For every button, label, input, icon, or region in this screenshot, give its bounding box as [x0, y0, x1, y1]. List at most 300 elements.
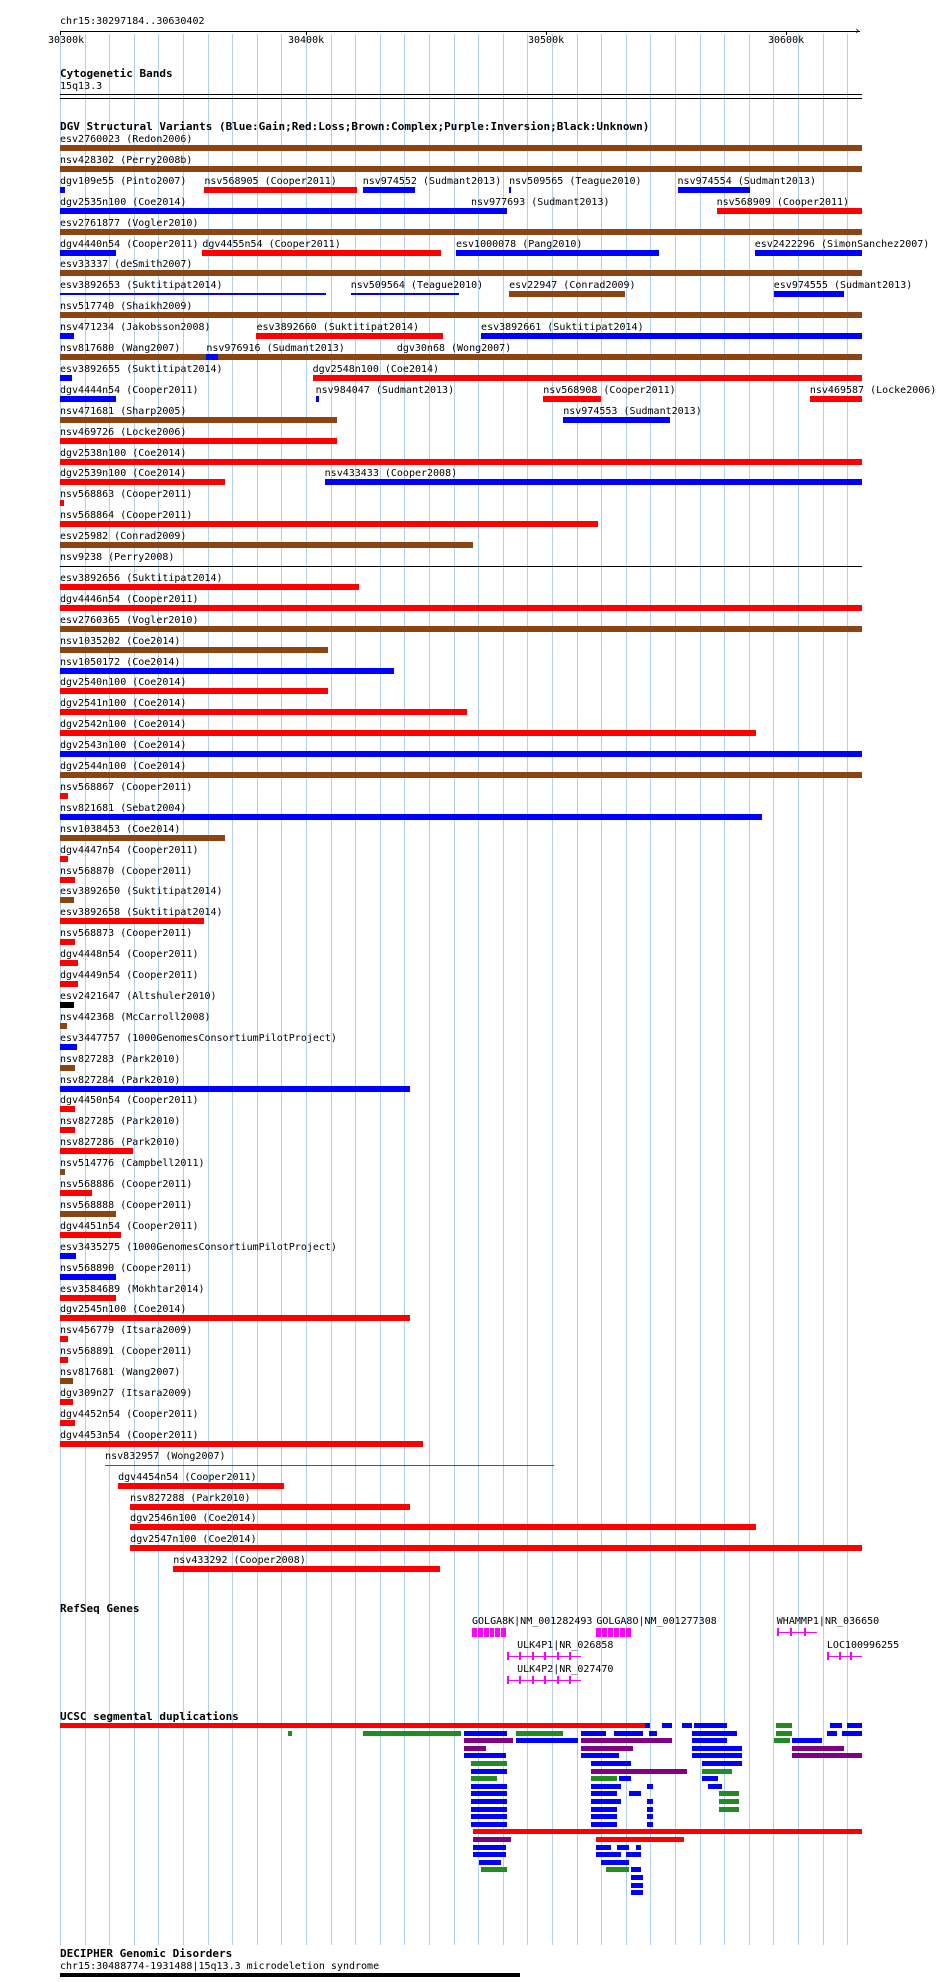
gene-exon[interactable] [626, 1628, 631, 1637]
variant-label[interactable]: nsv9238 (Perry2008) [60, 552, 175, 563]
segdup-feature[interactable] [591, 1822, 617, 1827]
gene-intron-line[interactable] [827, 1656, 862, 1657]
variant-bar[interactable] [60, 793, 68, 799]
gene-exon[interactable] [501, 1628, 506, 1637]
segdup-feature[interactable] [596, 1845, 611, 1850]
gene-exon[interactable] [484, 1628, 489, 1637]
gene-exon[interactable] [569, 1676, 571, 1684]
variant-bar[interactable] [397, 354, 854, 360]
variant-label[interactable]: esv3435275 (1000GenomesConsortiumPilotProject) [60, 1242, 337, 1253]
variant-label[interactable]: nsv817680 (Wang2007) [60, 343, 181, 354]
gene-exon[interactable] [478, 1628, 483, 1637]
decipher-feature-bar[interactable] [60, 1973, 520, 1977]
segdup-feature[interactable] [581, 1753, 619, 1758]
decipher-feature-label[interactable]: chr15:30488774-1931488|15q13.3 microdeletion syndrome [60, 1961, 380, 1972]
variant-bar[interactable] [60, 835, 225, 841]
cytoband-label[interactable]: 15q13.3 [60, 81, 103, 92]
gene-label[interactable]: GOLGA8O|NM_001277308 [596, 1616, 717, 1627]
variant-bar[interactable] [105, 1465, 554, 1466]
segdup-feature[interactable] [847, 1723, 862, 1728]
variant-bar[interactable] [60, 542, 473, 548]
variant-label[interactable]: nsv827285 (Park2010) [60, 1116, 181, 1127]
segdup-feature[interactable] [631, 1883, 643, 1888]
segdup-feature[interactable] [591, 1784, 621, 1789]
gene-exon[interactable] [602, 1628, 607, 1637]
variant-bar[interactable] [60, 396, 116, 402]
segdup-feature[interactable] [631, 1738, 671, 1743]
variant-bar[interactable] [130, 1545, 862, 1551]
variant-label[interactable]: nsv442368 (McCarroll2008) [60, 1012, 211, 1023]
variant-label[interactable]: nsv509565 (Teague2010) [509, 176, 642, 187]
gene-exon[interactable] [804, 1628, 806, 1636]
variant-bar[interactable] [509, 187, 511, 193]
gene-label[interactable]: ULK4P1|NR_026858 [517, 1640, 614, 1651]
segdup-feature[interactable] [471, 1776, 497, 1781]
variant-bar[interactable] [60, 459, 862, 465]
variant-bar[interactable] [60, 856, 68, 862]
segdup-feature[interactable] [473, 1845, 506, 1850]
variant-bar[interactable] [60, 1086, 410, 1092]
variant-bar[interactable] [60, 709, 467, 715]
variant-label[interactable]: dgv4446n54 (Cooper2011) [60, 594, 199, 605]
segdup-feature[interactable] [464, 1731, 507, 1736]
variant-label[interactable]: nsv471681 (Sharp2005) [60, 406, 187, 417]
variant-bar[interactable] [316, 396, 319, 402]
variant-bar[interactable] [60, 293, 326, 295]
variant-bar[interactable] [60, 1023, 67, 1029]
gene-label[interactable]: ULK4P2|NR_027470 [517, 1664, 614, 1675]
variant-label[interactable]: esv3892650 (Suktitipat2014) [60, 886, 223, 897]
segdup-feature[interactable] [702, 1776, 718, 1781]
variant-label[interactable]: dgv4452n54 (Cooper2011) [60, 1409, 199, 1420]
variant-label[interactable]: dgv2546n100 (Coe2014) [130, 1513, 257, 1524]
variant-bar[interactable] [60, 918, 204, 924]
variant-bar[interactable] [206, 354, 218, 360]
segdup-feature[interactable] [591, 1761, 631, 1766]
variant-bar[interactable] [60, 438, 337, 444]
variant-label[interactable]: dgv4455n54 (Cooper2011) [202, 239, 341, 250]
variant-label[interactable]: dgv2544n100 (Coe2014) [60, 761, 187, 772]
gene-exon[interactable] [620, 1628, 625, 1637]
gene-exon[interactable] [614, 1628, 619, 1637]
variant-label[interactable]: dgv4454n54 (Cooper2011) [118, 1472, 257, 1483]
segdup-feature[interactable] [617, 1845, 629, 1850]
variant-label[interactable]: nsv1050172 (Coe2014) [60, 657, 181, 668]
segdup-feature[interactable] [471, 1799, 507, 1804]
segdup-feature[interactable] [645, 1723, 650, 1728]
segdup-feature[interactable] [591, 1776, 617, 1781]
variant-bar[interactable] [509, 291, 625, 297]
gene-exon[interactable] [519, 1652, 521, 1660]
variant-label[interactable]: nsv471234 (Jakobsson2008) [60, 322, 211, 333]
variant-label[interactable]: dgv4440n54 (Cooper2011) [60, 239, 199, 250]
variant-bar[interactable] [60, 1065, 75, 1071]
gene-exon[interactable] [777, 1628, 779, 1636]
segdup-feature[interactable] [471, 1822, 507, 1827]
gene-exon[interactable] [557, 1676, 559, 1684]
gene-exon[interactable] [507, 1652, 509, 1660]
segdup-feature[interactable] [473, 1837, 511, 1842]
variant-label[interactable]: nsv568873 (Cooper2011) [60, 928, 193, 939]
variant-bar[interactable] [60, 375, 72, 381]
variant-label[interactable]: esv3892660 (Suktitipat2014) [256, 322, 420, 333]
segdup-feature[interactable] [581, 1731, 606, 1736]
variant-bar[interactable] [481, 333, 862, 339]
variant-label[interactable]: esv2422296 (SimonSanchez2007) [754, 239, 930, 250]
variant-label[interactable]: nsv827283 (Park2010) [60, 1054, 181, 1065]
variant-label[interactable]: dgv4453n54 (Cooper2011) [60, 1430, 199, 1441]
variant-bar[interactable] [130, 1504, 410, 1510]
variant-bar[interactable] [325, 479, 862, 485]
segdup-feature[interactable] [776, 1731, 792, 1736]
variant-label[interactable]: esv2761877 (Vogler2010) [60, 218, 199, 229]
variant-label[interactable]: nsv827286 (Park2010) [60, 1137, 181, 1148]
refseq-track-title[interactable]: RefSeq Genes [60, 1602, 140, 1615]
segdup-feature[interactable] [682, 1723, 692, 1728]
variant-bar[interactable] [60, 187, 65, 193]
variant-bar[interactable] [130, 1524, 756, 1530]
variant-label[interactable]: esv3447757 (1000GenomesConsortiumPilotProject) [60, 1033, 337, 1044]
segdup-feature[interactable] [692, 1731, 737, 1736]
variant-label[interactable]: dgv4449n54 (Cooper2011) [60, 970, 199, 981]
variant-bar[interactable] [563, 417, 669, 423]
variant-label[interactable]: dgv4450n54 (Cooper2011) [60, 1095, 199, 1106]
segdup-feature[interactable] [464, 1753, 506, 1758]
variant-bar[interactable] [351, 293, 459, 295]
variant-bar[interactable] [363, 187, 415, 193]
segdup-feature[interactable] [702, 1769, 732, 1774]
variant-label[interactable]: dgv4448n54 (Cooper2011) [60, 949, 199, 960]
segdup-feature[interactable] [473, 1829, 862, 1834]
variant-bar[interactable] [256, 333, 442, 339]
variant-label[interactable]: dgv309n27 (Itsara2009) [60, 1388, 193, 1399]
variant-label[interactable]: nsv568905 (Cooper2011) [204, 176, 337, 187]
variant-bar[interactable] [543, 396, 601, 402]
variant-bar[interactable] [60, 1253, 76, 1259]
variant-bar[interactable] [60, 1002, 74, 1008]
segdup-track-title[interactable]: UCSC segmental duplications [60, 1710, 239, 1723]
variant-label[interactable]: nsv469587 (Locke2006) [809, 385, 936, 396]
gene-label[interactable]: GOLGA8K|NM_001282493 [472, 1616, 593, 1627]
segdup-feature[interactable] [481, 1867, 507, 1872]
segdup-feature[interactable] [792, 1738, 822, 1743]
gene-exon[interactable] [532, 1676, 534, 1684]
gene-exon[interactable] [850, 1652, 852, 1660]
variant-label[interactable]: nsv568863 (Cooper2011) [60, 489, 193, 500]
variant-bar[interactable] [471, 208, 507, 214]
variant-label[interactable]: esv2760365 (Vogler2010) [60, 615, 199, 626]
segdup-feature[interactable] [596, 1852, 621, 1857]
gene-exon[interactable] [519, 1676, 521, 1684]
variant-label[interactable]: dgv2547n100 (Coe2014) [130, 1534, 257, 1545]
variant-label[interactable]: esv3584689 (Mokhtar2014) [60, 1284, 205, 1295]
variant-bar[interactable] [60, 333, 74, 339]
variant-bar[interactable] [456, 250, 660, 256]
segdup-feature[interactable] [60, 1723, 646, 1728]
variant-label[interactable]: nsv568864 (Cooper2011) [60, 510, 193, 521]
segdup-feature[interactable] [692, 1746, 742, 1751]
segdup-feature[interactable] [694, 1723, 727, 1728]
gene-exon[interactable] [790, 1628, 792, 1636]
variant-label[interactable]: nsv433292 (Cooper2008) [173, 1555, 306, 1566]
gene-exon[interactable] [507, 1676, 509, 1684]
variant-bar[interactable] [60, 1399, 73, 1405]
variant-bar[interactable] [173, 1566, 440, 1572]
variant-bar[interactable] [60, 250, 116, 256]
variant-label[interactable]: nsv976916 (Sudmant2013) [206, 343, 345, 354]
segdup-feature[interactable] [647, 1784, 653, 1789]
segdup-feature[interactable] [649, 1731, 657, 1736]
segdup-feature[interactable] [702, 1761, 742, 1766]
segdup-feature[interactable] [471, 1784, 507, 1789]
variant-label[interactable]: dgv4451n54 (Cooper2011) [60, 1221, 199, 1232]
dgv-track-title[interactable]: DGV Structural Variants (Blue:Gain;Red:Loss;Brown:Complex;Purple:Inversion;Black:Unknown) [60, 120, 650, 133]
variant-label[interactable]: dgv2538n100 (Coe2014) [60, 448, 187, 459]
segdup-feature[interactable] [581, 1746, 633, 1751]
variant-label[interactable]: esv974555 (Sudmant2013) [773, 280, 913, 291]
gene-label[interactable]: LOC100996255 [826, 1640, 900, 1651]
segdup-feature[interactable] [626, 1852, 641, 1857]
variant-bar[interactable] [60, 584, 359, 590]
variant-label[interactable]: dgv2541n100 (Coe2014) [60, 698, 187, 709]
variant-label[interactable]: nsv428302 (Perry2008b) [60, 155, 193, 166]
variant-bar[interactable] [60, 145, 862, 151]
segdup-feature[interactable] [471, 1814, 507, 1819]
segdup-feature[interactable] [601, 1860, 629, 1865]
variant-label[interactable]: nsv1038453 (Coe2014) [60, 824, 181, 835]
variant-bar[interactable] [60, 626, 862, 632]
variant-label[interactable]: esv2760023 (Redon2006) [60, 134, 193, 145]
variant-bar[interactable] [60, 897, 74, 903]
variant-bar[interactable] [60, 1295, 116, 1301]
variant-label[interactable]: dgv2548n100 (Coe2014) [312, 364, 440, 375]
segdup-feature[interactable] [842, 1731, 862, 1736]
variant-label[interactable]: dgv2542n100 (Coe2014) [60, 719, 187, 730]
variant-bar[interactable] [204, 187, 356, 193]
segdup-feature[interactable] [591, 1791, 617, 1796]
segdup-feature[interactable] [614, 1731, 643, 1736]
variant-bar[interactable] [60, 772, 862, 778]
segdup-feature[interactable] [516, 1731, 563, 1736]
variant-bar[interactable] [60, 1441, 423, 1447]
variant-label[interactable]: nsv509564 (Teague2010) [350, 280, 484, 291]
variant-bar[interactable] [60, 1232, 121, 1238]
segdup-feature[interactable] [471, 1761, 507, 1766]
variant-bar[interactable] [313, 375, 862, 381]
variant-label[interactable]: nsv568909 (Cooper2011) [716, 197, 850, 208]
segdup-feature[interactable] [464, 1738, 513, 1743]
variant-label[interactable]: nsv456779 (Itsara2009) [60, 1325, 193, 1336]
gene-exon[interactable] [472, 1628, 477, 1637]
variant-bar[interactable] [60, 877, 75, 883]
variant-label[interactable]: dgv109e55 (Pinto2007) [60, 176, 187, 187]
variant-bar[interactable] [60, 688, 328, 694]
gene-exon[interactable] [596, 1628, 601, 1637]
variant-label[interactable]: nsv974552 (Sudmant2013) [362, 176, 502, 187]
segdup-feature[interactable] [464, 1746, 486, 1751]
segdup-feature[interactable] [827, 1731, 837, 1736]
variant-label[interactable]: nsv984047 (Sudmant2013) [315, 385, 455, 396]
segdup-feature[interactable] [479, 1860, 501, 1865]
variant-bar[interactable] [60, 500, 64, 506]
segdup-feature[interactable] [473, 1852, 506, 1857]
segdup-feature[interactable] [516, 1738, 578, 1743]
variant-label[interactable]: dgv4447n54 (Cooper2011) [60, 845, 199, 856]
gene-label[interactable]: WHAMMP1|NR_036650 [776, 1616, 880, 1627]
decipher-track-title[interactable]: DECIPHER Genomic Disorders [60, 1947, 233, 1960]
gene-exon[interactable] [544, 1652, 546, 1660]
segdup-feature[interactable] [647, 1807, 653, 1812]
segdup-feature[interactable] [471, 1791, 507, 1796]
variant-bar[interactable] [60, 312, 862, 318]
variant-bar[interactable] [60, 1211, 116, 1217]
variant-label[interactable]: dgv30n68 (Wong2007) [396, 343, 512, 354]
segdup-feature[interactable] [708, 1784, 722, 1789]
variant-label[interactable]: nsv568890 (Cooper2011) [60, 1263, 193, 1274]
segdup-feature[interactable] [629, 1791, 641, 1796]
segdup-feature[interactable] [606, 1867, 629, 1872]
variant-bar[interactable] [60, 1190, 92, 1196]
variant-bar[interactable] [60, 1420, 75, 1426]
segdup-feature[interactable] [776, 1723, 792, 1728]
segdup-feature[interactable] [591, 1807, 617, 1812]
segdup-feature[interactable] [471, 1807, 507, 1812]
variant-label[interactable]: nsv974553 (Sudmant2013) [563, 406, 702, 417]
segdup-feature[interactable] [636, 1845, 641, 1850]
segdup-feature[interactable] [719, 1799, 739, 1804]
segdup-feature[interactable] [619, 1776, 631, 1781]
variant-label[interactable]: nsv433433 (Cooper2008) [324, 468, 458, 479]
variant-bar[interactable] [60, 668, 394, 674]
variant-label[interactable]: nsv821681 (Sebat2004) [60, 803, 187, 814]
variant-bar[interactable] [60, 981, 78, 987]
variant-bar[interactable] [60, 1148, 133, 1154]
variant-bar[interactable] [60, 229, 862, 235]
variant-bar[interactable] [60, 479, 225, 485]
variant-label[interactable]: esv3892658 (Suktitipat2014) [60, 907, 223, 918]
variant-bar[interactable] [60, 1044, 77, 1050]
variant-bar[interactable] [810, 396, 862, 402]
variant-bar[interactable] [60, 1169, 65, 1175]
variant-label[interactable]: esv2421647 (Altshuler2010) [60, 991, 217, 1002]
variant-label[interactable]: nsv568908 (Cooper2011) [543, 385, 676, 396]
variant-label[interactable]: esv25982 (Conrad2009) [60, 531, 187, 542]
variant-label[interactable]: esv1000078 (Pang2010) [455, 239, 583, 250]
variant-label[interactable]: dgv4444n54 (Cooper2011) [60, 385, 199, 396]
variant-label[interactable]: nsv1035202 (Coe2014) [60, 636, 181, 647]
variant-bar[interactable] [118, 1483, 283, 1489]
variant-bar[interactable] [774, 291, 844, 297]
variant-bar[interactable] [60, 270, 862, 276]
gene-intron-line[interactable] [777, 1632, 817, 1633]
variant-bar[interactable] [60, 566, 862, 567]
variant-label[interactable]: dgv2540n100 (Coe2014) [60, 677, 187, 688]
segdup-feature[interactable] [631, 1890, 643, 1895]
variant-label[interactable]: nsv817681 (Wang2007) [60, 1367, 181, 1378]
gene-exon[interactable] [532, 1652, 534, 1660]
segdup-feature[interactable] [647, 1814, 653, 1819]
segdup-feature[interactable] [830, 1723, 842, 1728]
cytoband-track-title[interactable]: Cytogenetic Bands [60, 67, 173, 80]
variant-bar[interactable] [60, 1127, 75, 1133]
variant-label[interactable]: esv22947 (Conrad2009) [509, 280, 636, 291]
segdup-feature[interactable] [591, 1814, 617, 1819]
variant-bar[interactable] [60, 960, 78, 966]
variant-label[interactable]: nsv568870 (Cooper2011) [60, 866, 193, 877]
gene-exon[interactable] [569, 1652, 571, 1660]
variant-bar[interactable] [60, 1106, 75, 1112]
variant-bar[interactable] [60, 417, 337, 423]
variant-label[interactable]: nsv977693 (Sudmant2013) [471, 197, 610, 208]
segdup-feature[interactable] [631, 1875, 643, 1880]
gene-exon[interactable] [490, 1628, 495, 1637]
variant-bar[interactable] [60, 605, 862, 611]
variant-label[interactable]: nsv832957 (Wong2007) [105, 1451, 226, 1462]
variant-label[interactable]: nsv568867 (Cooper2011) [60, 782, 193, 793]
variant-label[interactable]: dgv2543n100 (Coe2014) [60, 740, 187, 751]
segdup-feature[interactable] [792, 1753, 862, 1758]
segdup-feature[interactable] [591, 1799, 621, 1804]
segdup-feature[interactable] [792, 1746, 844, 1751]
gene-exon[interactable] [839, 1652, 841, 1660]
variant-bar[interactable] [60, 814, 762, 820]
variant-bar[interactable] [755, 250, 862, 256]
gene-exon[interactable] [557, 1652, 559, 1660]
segdup-feature[interactable] [774, 1738, 790, 1743]
variant-bar[interactable] [60, 647, 328, 653]
segdup-feature[interactable] [719, 1791, 739, 1796]
segdup-feature[interactable] [647, 1799, 653, 1804]
variant-bar[interactable] [60, 166, 862, 172]
gene-exon[interactable] [608, 1628, 613, 1637]
segdup-feature[interactable] [719, 1807, 739, 1812]
variant-label[interactable]: nsv974554 (Sudmant2013) [677, 176, 817, 187]
variant-bar[interactable] [60, 521, 598, 527]
variant-bar[interactable] [202, 250, 441, 256]
variant-label[interactable]: dgv2539n100 (Coe2014) [60, 468, 187, 479]
variant-label[interactable]: nsv568888 (Cooper2011) [60, 1200, 193, 1211]
variant-label[interactable]: esv3892661 (Suktitipat2014) [481, 322, 644, 333]
variant-label[interactable]: nsv827284 (Park2010) [60, 1075, 181, 1086]
variant-bar[interactable] [717, 208, 862, 214]
variant-bar[interactable] [60, 208, 471, 214]
segdup-feature[interactable] [581, 1738, 631, 1743]
segdup-feature[interactable] [471, 1769, 507, 1774]
variant-label[interactable]: dgv2545n100 (Coe2014) [60, 1304, 187, 1315]
segdup-feature[interactable] [631, 1867, 641, 1872]
variant-bar[interactable] [60, 939, 75, 945]
variant-bar[interactable] [60, 1357, 68, 1363]
variant-label[interactable]: dgv2535n100 (Coe2014) [60, 197, 187, 208]
variant-label[interactable]: esv33337 (deSmith2007) [60, 259, 193, 270]
segdup-feature[interactable] [591, 1769, 686, 1774]
variant-label[interactable]: esv3892656 (Suktitipat2014) [60, 573, 223, 584]
variant-label[interactable]: nsv517740 (Shaikh2009) [60, 301, 193, 312]
variant-bar[interactable] [60, 1274, 116, 1280]
variant-label[interactable]: nsv568891 (Cooper2011) [60, 1346, 193, 1357]
segdup-feature[interactable] [363, 1731, 461, 1736]
gene-exon[interactable] [827, 1652, 829, 1660]
variant-bar[interactable] [678, 187, 750, 193]
variant-label[interactable]: esv3892655 (Suktitipat2014) [60, 364, 223, 375]
variant-label[interactable]: nsv568886 (Cooper2011) [60, 1179, 193, 1190]
variant-bar[interactable] [60, 751, 862, 757]
segdup-feature[interactable] [288, 1731, 292, 1736]
variant-label[interactable]: nsv514776 (Campbell2011) [60, 1158, 205, 1169]
segdup-feature[interactable] [596, 1837, 683, 1842]
variant-label[interactable]: esv3892653 (Suktitipat2014) [60, 280, 223, 291]
variant-bar[interactable] [60, 1336, 68, 1342]
